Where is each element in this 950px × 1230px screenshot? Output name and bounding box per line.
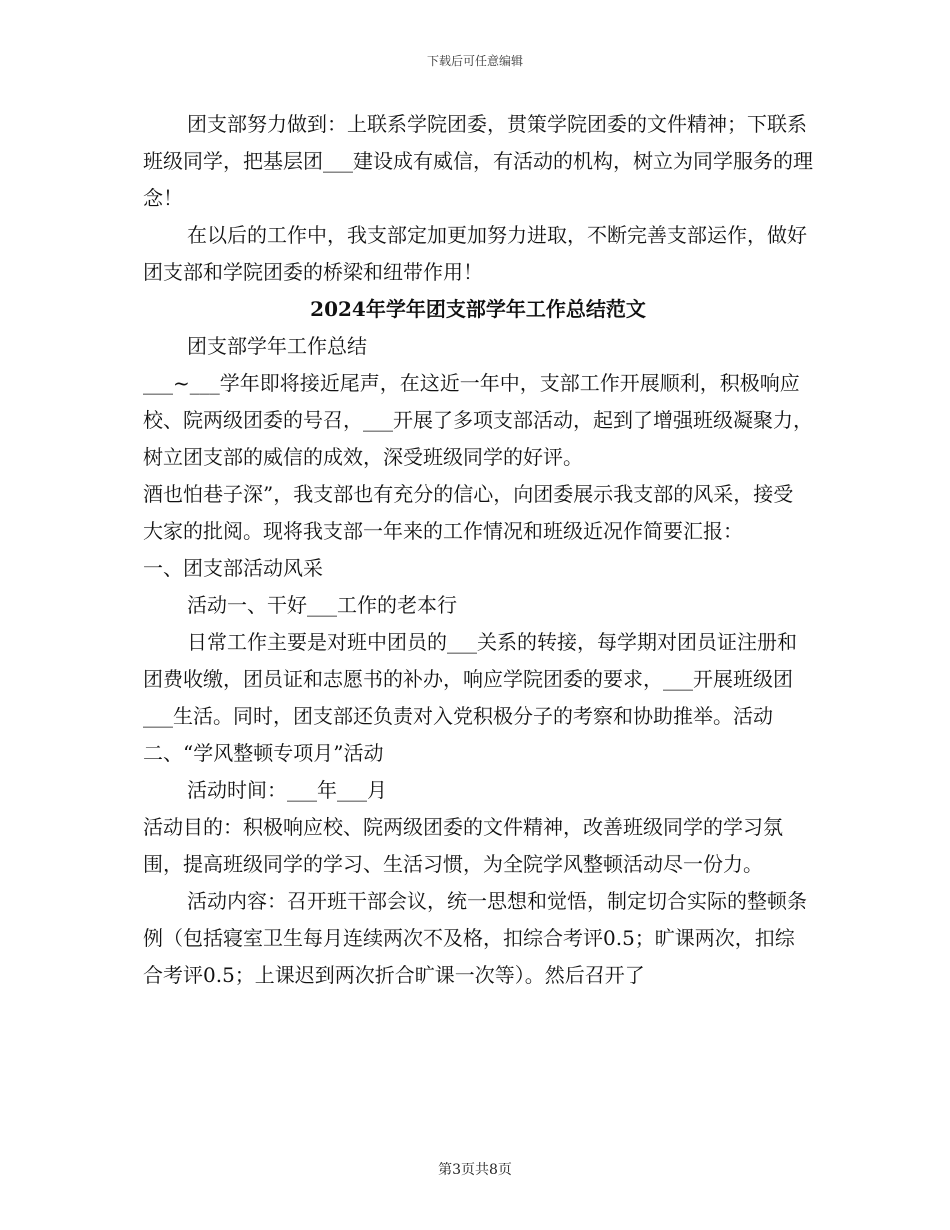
document-body bbox=[143, 106, 813, 994]
page-footer: 第3页共8页 bbox=[438, 1162, 512, 1178]
paragraph: 团支部学年工作总结 bbox=[187, 334, 367, 358]
paragraph: 酒也怕巷子深”，我支部也有充分的信心，向团委展示我支部的风采，接受大家的批阅。现将我支部一年来的工作情况和班级近况作简要汇报： bbox=[143, 482, 794, 543]
paragraph: 在以后的工作中，我支部定加更加努力进取，不断完善支部运作，做好团支部和学院团委的桥梁和纽带作用！ bbox=[143, 223, 807, 284]
paragraph: 活动时间：___年___月 bbox=[187, 778, 387, 802]
paragraph: 日常工作主要是对班中团员的___关系的转接，每学期对团员证注册和团费收缴，团员证和志愿书的补办，响应学院团委的要求，___开展班级团___生活。同时，团支部还负责对入党积极分子的考察和协助推举。活动二、“学风整顿专项月”活动 bbox=[143, 630, 797, 765]
paragraph: 活动内容：召开班干部会议，统一思想和觉悟，制定切合实际的整顿条例（包括寝室卫生每月连续两次不及格，扣综合考评0.5；旷课两次，扣综合考评0.5；上课迟到两次折合旷课一次等）。然后召开了 bbox=[143, 889, 807, 987]
section-title: 2024年学年团支部学年工作总结范文 bbox=[310, 297, 646, 321]
paragraph: ___~___学年即将接近尾声，在这近一年中，支部工作开展顺利，积极响应校、院两级团委的号召，___开展了多项支部活动，起到了增强班级凝聚力，树立团支部的威信的成效，深受班级同学的好评。 bbox=[143, 371, 813, 469]
paragraph: 活动一、干好___工作的老本行 bbox=[187, 593, 457, 617]
section-heading: 一、团支部活动风采 bbox=[143, 556, 323, 580]
paragraph: 活动目的：积极响应校、院两级团委的文件精神，改善班级同学的学习氛围，提高班级同学的学习、生活习惯，为全院学风整顿活动尽一份力。 bbox=[143, 815, 783, 876]
page-header: 下载后可任意编辑 bbox=[426, 54, 523, 68]
paragraph: 团支部努力做到：上联系学院团委，贯策学院团委的文件精神；下联系班级同学，把基层团___建设成有威信，有活动的机构，树立为同学服务的理念！ bbox=[143, 112, 813, 210]
